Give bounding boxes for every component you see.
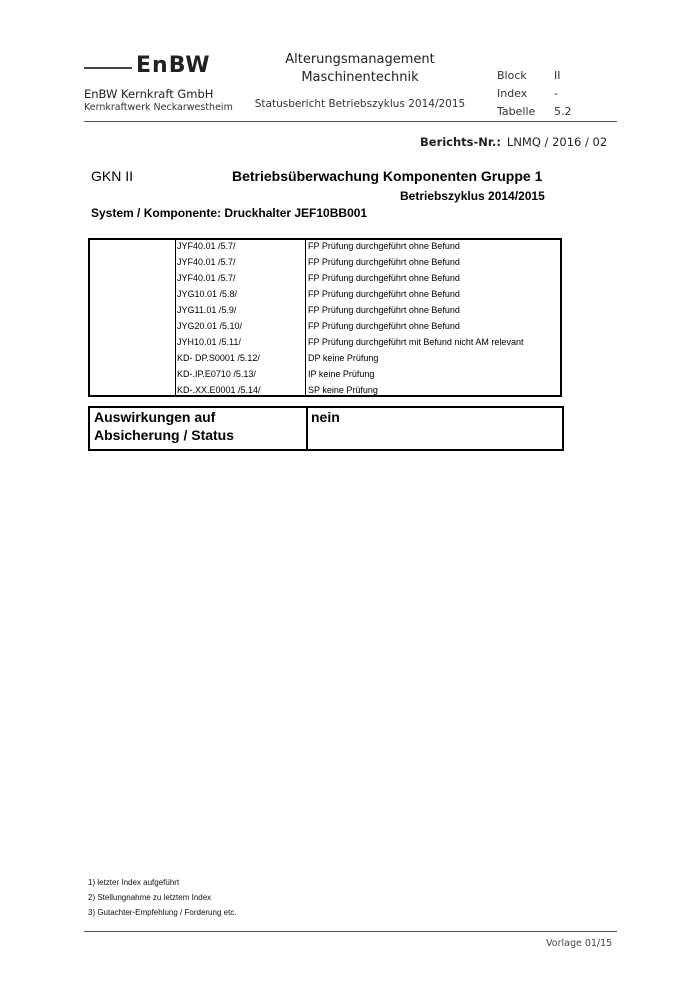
table-row-code: JYG10.01 /5.8/	[177, 289, 238, 299]
meta-value-tabelle: 5.2	[554, 105, 572, 118]
meta-key-block: Block	[497, 69, 527, 82]
meta-key-index: Index	[497, 87, 528, 100]
table-row-result: FP Prüfung durchgeführt ohne Befund	[308, 241, 460, 251]
report-number-value: LNMQ / 2016 / 02	[506, 135, 608, 149]
plant-name: Kernkraftwerk Neckarwestheim	[84, 102, 233, 113]
system-component: System / Komponente: Druckhalter JEF10BB001	[91, 206, 368, 220]
table-row-code: JYF40.01 /5.7/	[177, 241, 236, 251]
template-version: Vorlage 01/15	[546, 938, 613, 949]
table-row-code: JYG11.01 /5.9/	[177, 305, 237, 315]
page-title: Betriebsüberwachung Komponenten Gruppe 1	[232, 168, 543, 184]
enbw-logo: EnBW	[136, 53, 211, 78]
table-row-result: FP Prüfung durchgeführt ohne Befund	[308, 289, 460, 299]
table-row-code: JYG20.01 /5.10/	[177, 321, 243, 331]
impact-value: nein	[311, 409, 340, 425]
table-row-code: KD- DP.S0001 /5.12/	[177, 353, 260, 363]
header-title-line1: Alterungsmanagement	[285, 52, 435, 67]
logo-line	[84, 67, 132, 69]
meta-key-tabelle: Tabelle	[497, 105, 536, 118]
meta-value-block: II	[554, 69, 561, 82]
header-subtitle: Statusbericht Betriebszyklus 2014/2015	[254, 98, 466, 110]
header-title-line2: Maschinentechnik	[301, 70, 419, 85]
table-row-code: JYH10.01 /5.11/	[177, 337, 241, 347]
table-column-empty	[90, 240, 176, 395]
table-row-result: FP Prüfung durchgeführt mit Befund nicht AM relevant	[308, 337, 524, 347]
footnote-2: 2) Stellungnahme zu letztem Index	[88, 893, 212, 902]
table-row-result: FP Prüfung durchgeführt ohne Befund	[308, 257, 460, 267]
impact-label-line1: Auswirkungen auf	[94, 409, 216, 425]
table-row-result: DP keine Prüfung	[308, 353, 379, 363]
table-row-result: IP keine Prüfung	[308, 369, 375, 379]
table-row-code: KD-.XX.E0001 /5.14/	[177, 385, 261, 395]
table-row-code: KD-.IP.E0710 /5.13/	[177, 369, 256, 379]
impact-table-divider	[306, 408, 308, 449]
report-number	[420, 135, 607, 149]
table-row-result: SP keine Prüfung	[308, 385, 378, 395]
table-row-result: FP Prüfung durchgeführt ohne Befund	[308, 273, 460, 283]
company-name: EnBW Kernkraft GmbH	[84, 87, 214, 101]
table-row-result: FP Prüfung durchgeführt ohne Befund	[308, 321, 460, 331]
footnote-1: 1) letzter Index aufgeführt	[88, 878, 180, 887]
footer-divider	[84, 931, 617, 932]
table-row-code: JYF40.01 /5.7/	[177, 273, 236, 283]
table-row-result: FP Prüfung durchgeführt ohne Befund	[308, 305, 460, 315]
meta-value-index: -	[554, 87, 558, 100]
footnote-3: 3) Gutachter-Empfehlung / Forderung etc.	[88, 908, 237, 917]
impact-label-line2: Absicherung / Status	[94, 427, 235, 443]
header-divider	[84, 121, 617, 122]
table-row-code: JYF40.01 /5.7/	[177, 257, 236, 267]
unit-label: GKN II	[91, 168, 134, 184]
report-number-label: Berichts-Nr.:	[420, 135, 501, 149]
cycle-label: Betriebszyklus 2014/2015	[400, 189, 545, 203]
